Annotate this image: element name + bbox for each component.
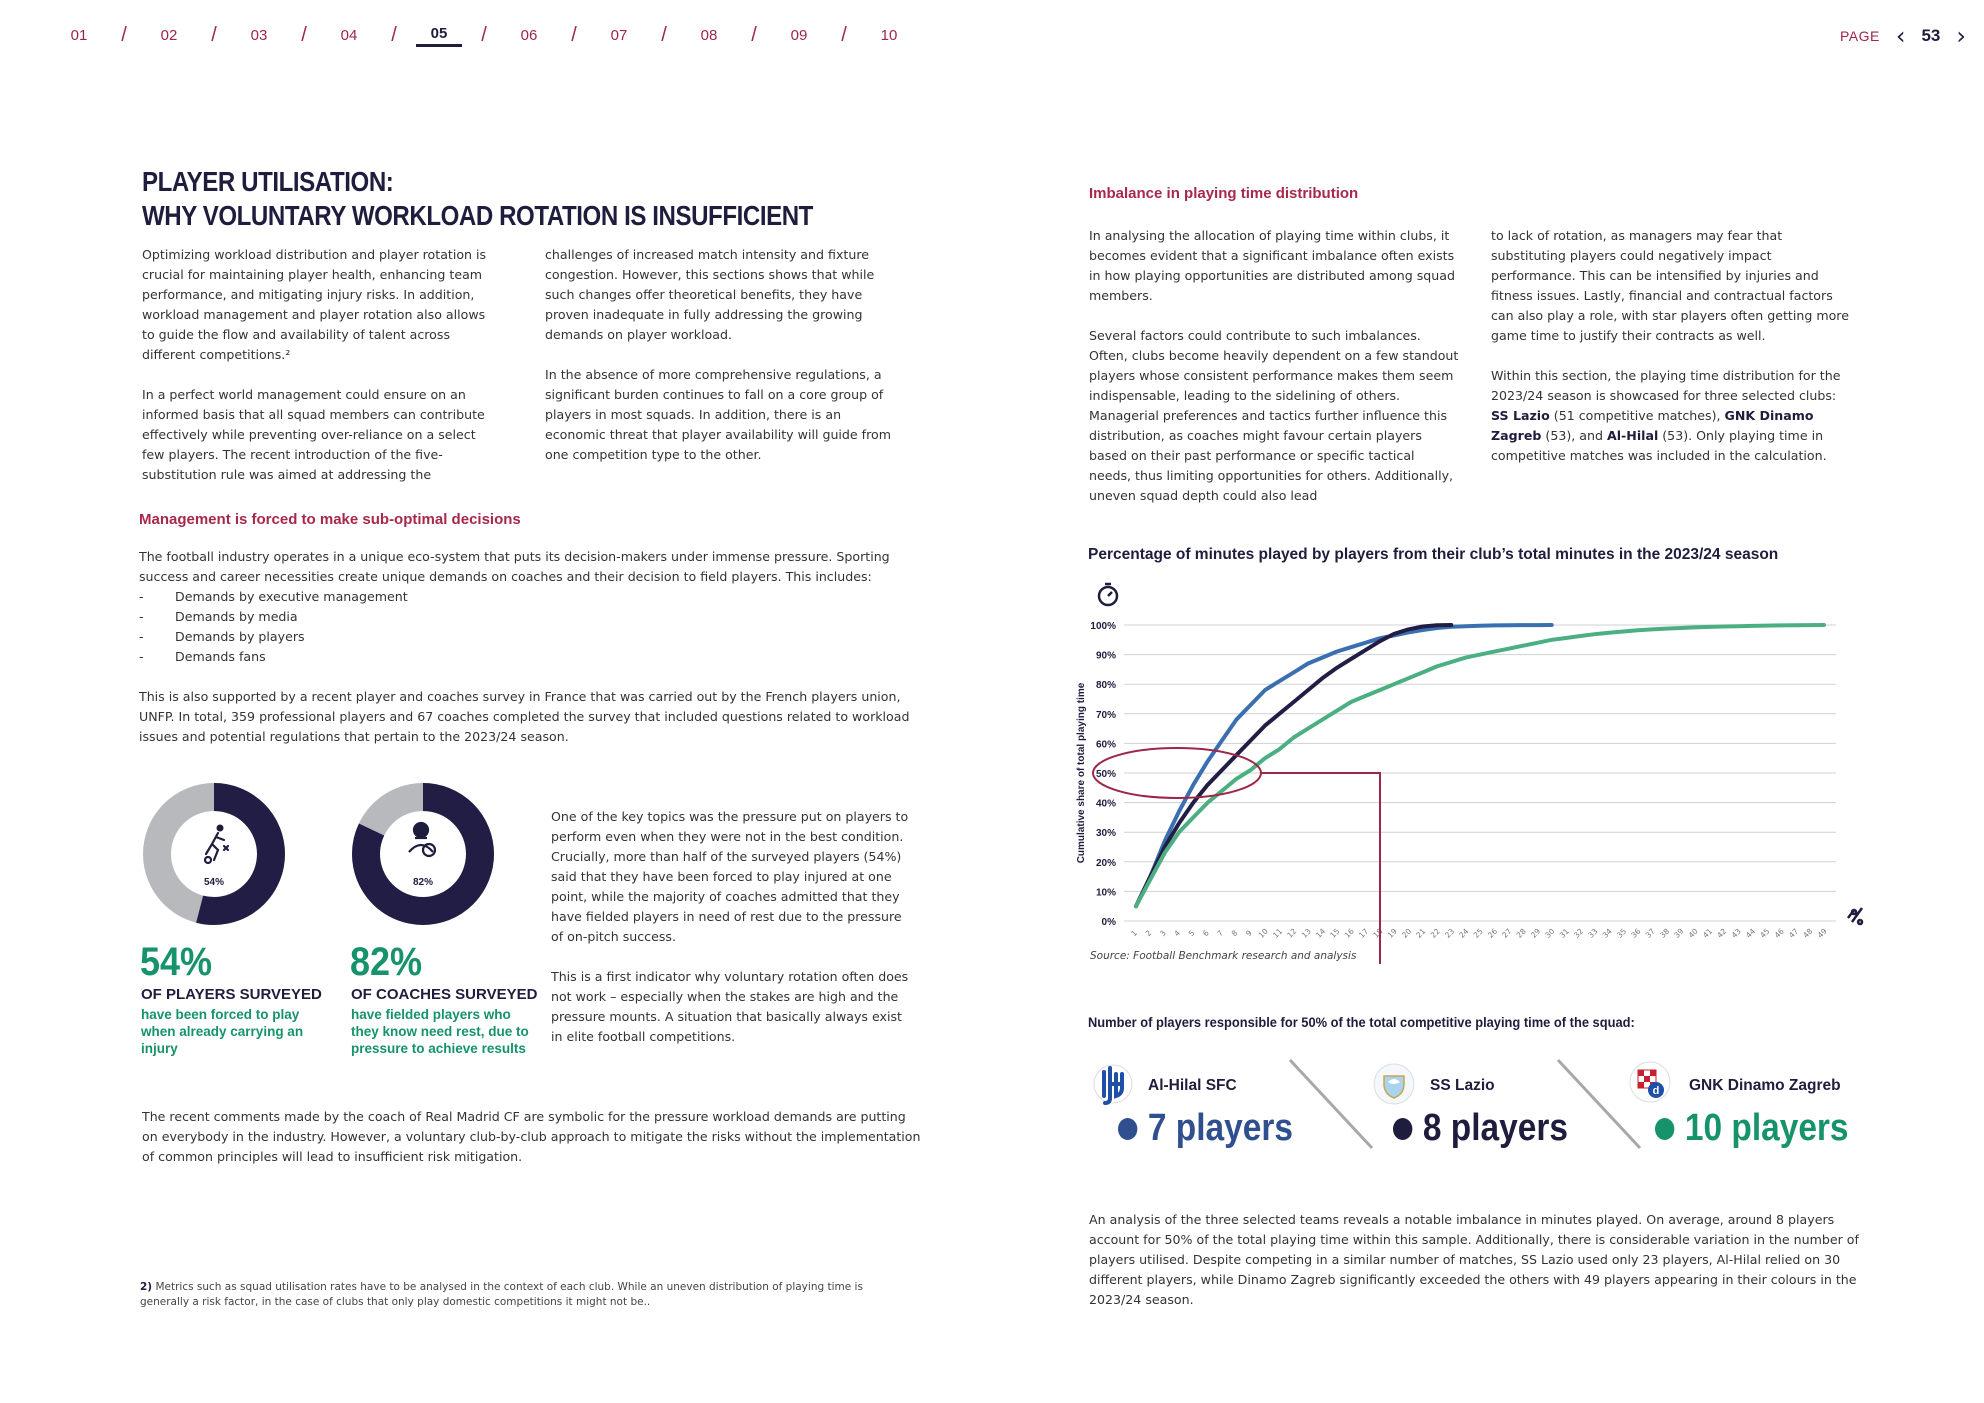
x-tick-label: 47 [1787,926,1801,940]
chapter-link-09[interactable]: 09 [790,27,808,44]
x-tick-label: 45 [1758,926,1772,940]
chapter-separator: / [841,24,847,46]
x-tick-label: 16 [1342,926,1356,940]
x-tick-label: 31 [1557,926,1571,940]
chapter-link-07[interactable]: 07 [610,27,628,44]
series-line-al-hilal-sfc [1136,625,1552,906]
x-tick-label: 17 [1357,926,1371,940]
x-tick-label: 2 [1143,928,1154,939]
industry-paragraph: The football industry operates in a unique eco-system that puts its decision-makers under immense pressure. Sporting success and career necessities create unique demands on coaches and their decision to field players. This includes: [139,549,890,584]
y-tick-label: 0% [1101,917,1116,928]
right-col2 [1491,226,1851,466]
demand-text: Demands by executive management [175,589,408,604]
x-tick-label: 15 [1328,926,1342,940]
x-tick-label: 11 [1271,926,1285,940]
intro-col2 [545,245,905,465]
x-tick-label: 36 [1629,926,1643,940]
right-paragraph-4 [1491,366,1851,466]
chapter-link-08[interactable]: 08 [700,27,718,44]
x-tick-label: 21 [1414,926,1428,940]
coaches-donut [349,780,497,928]
lazio-logo [1372,1062,1416,1106]
bullet-dash: - [139,649,144,664]
player-percent-icon [1848,908,1862,924]
section-subheading: Management is forced to make sub-optimal decisions [139,511,521,528]
p4-club-zagreb: GNK Dinamo Zagreb [1491,408,1814,443]
page-label: PAGE [1839,28,1880,44]
divider [1290,1060,1296,1150]
y-axis-label: Cumulative share of total playing time [1076,682,1087,864]
x-tick-label: 44 [1744,926,1758,940]
y-tick-label: 80% [1095,680,1116,692]
x-tick-label: 30 [1543,926,1557,940]
footnote-text: Metrics such as squad utilisation rates have to be analysed in the context of each club. While an uneven distribution of playing time is generally a risk factor, in the case of clubs that only play domestic competitions it might not be.. [140,1281,863,1308]
demand-text: Demands by media [175,609,298,624]
divider [1558,1060,1564,1150]
hilal-dot-icon [1118,1118,1137,1140]
title-line-1: PLAYER UTILISATION: [142,166,394,197]
stopwatch-icon [1099,584,1117,605]
chapter-separator: / [121,24,127,46]
chapter-link-01[interactable]: 01 [70,27,88,44]
right-paragraph-3: to lack of rotation, as managers may fear that substituting players could negatively impact performance. This can be intensified by injuries and fitness issues. Lastly, financial and contractual factors can also play a role, with star players often getting more game time to justify their contracts as well. [1491,228,1849,343]
x-tick-label: 14 [1314,926,1328,940]
intro-col1 [142,245,497,485]
series-line-gnk-dinamo-zagreb [1136,625,1824,906]
x-tick-label: 20 [1400,926,1414,940]
chapter-separator: / [301,24,307,46]
x-tick-label: 23 [1443,926,1457,940]
x-tick-label: 7 [1215,928,1226,939]
x-tick-label: 5 [1186,928,1197,939]
lazio-dot-icon [1393,1118,1412,1140]
survey-paragraph: This is also supported by a recent player and coaches survey in France that was carried out by the French players union, UNFP. In total, 359 professional players and 67 coaches completed the survey that included questions related to workload issues and potential regulations that pertain to the 2023/24 season. [139,689,910,744]
y-tick-label: 90% [1095,650,1116,662]
players-stat-desc: have been forced to play when already carrying an injury [141,1007,304,1056]
x-tick-label: 41 [1701,926,1715,940]
donut-inner-label: 54% [203,877,225,888]
p4-club-lazio: SS Lazio [1491,408,1550,423]
x-tick-label: 6 [1201,928,1211,939]
footnote-number: 2) [140,1281,153,1293]
bullet-dash: - [139,629,144,644]
y-tick-label: 60% [1095,739,1116,751]
demands-list [139,587,919,667]
y-tick-label: 50% [1095,769,1116,780]
x-tick-label: 27 [1500,926,1514,940]
x-tick-label: 19 [1385,926,1399,940]
x-tick-label: 25 [1471,926,1485,940]
x-tick-label: 24 [1457,926,1471,940]
chapter-separator: / [661,24,667,46]
x-tick-label: 40 [1686,926,1700,940]
club-name-lazio: SS Lazio [1430,1077,1495,1094]
p4-text-a: Within this section, the playing time distribution for the 2023/24 season is showcased for three selected clubs: [1491,368,1841,403]
intro-paragraph-1: Optimizing workload distribution and player rotation is crucial for maintaining player health, enhancing team performance, and mitigating injury risks. In addition, workload management and player rotation also allows to guide the flow and availability of talent across different competitions.² [142,247,487,362]
x-tick-label: 18 [1371,926,1385,940]
bullet-dash: - [139,589,144,604]
chart-title: Percentage of minutes played by players from their club’s total minutes in the 2023/24 season [1088,546,1779,563]
series-line-ss-lazio [1136,625,1451,906]
y-tick-label: 40% [1095,798,1116,810]
demand-item [139,647,919,667]
p4-text-b: (51 competitive matches), [1549,408,1725,423]
responsible-heading: Number of players responsible for 50% of the total competitive playing time of the squad: [1088,1014,1635,1030]
x-tick-label: 26 [1486,926,1500,940]
page-indicator [1840,22,1966,50]
coaches-stat-desc: have fielded players who they know need rest, due to pressure to achieve results [351,1007,529,1056]
donut-inner-label: 82% [412,877,434,888]
x-tick-label: 28 [1514,926,1528,940]
next-page-icon[interactable]: › [1956,22,1966,50]
al-hilal-logo [1093,1062,1133,1106]
chart-source: Source: Football Benchmark research and analysis [1090,950,1357,962]
y-tick-label: 100% [1090,621,1116,632]
zagreb-dot-icon [1655,1118,1674,1140]
chapter-link-05[interactable]: 05 [416,25,462,47]
p4-text-d: (53). Only playing time in competitive matches was included in the calculation. [1491,428,1827,463]
x-tick-label: 37 [1643,926,1657,940]
chapter-link-03[interactable]: 03 [250,27,268,44]
chapter-link-06[interactable]: 06 [520,27,538,44]
coaches-stat-heading: OF COACHES SURVEYED [351,986,538,1003]
x-tick-label: 8 [1229,928,1240,939]
playing-time-chart [1070,574,1880,964]
chapter-link-10[interactable]: 10 [880,27,898,44]
y-tick-label: 30% [1095,828,1116,840]
demand-text: Demands fans [175,649,266,664]
industry-block [139,547,919,747]
analysis-paragraph: An analysis of the three selected teams reveals a notable imbalance in minutes played. On average, around 8 players account for 50% of the total playing time within this sample. Additionally, there is considerable variation in the number of players utilised. Despite competing in a similar number of matches, SS Lazio used only 23 players, Al-Hilal relied on 30 different players, while Dinamo Zagreb significantly exceeded the others with 49 players appearing in their colours in the 2023/24 season. [1089,1212,1859,1307]
title-line-2: WHY VOLUNTARY WORKLOAD ROTATION IS INSUFFICIENT [142,200,813,231]
x-tick-label: 32 [1572,926,1586,940]
demand-item [139,627,919,647]
svg-text:d: d [1652,1085,1660,1097]
players-stat-value: 54% [140,940,213,984]
prev-page-icon[interactable]: ‹ [1895,22,1906,50]
x-tick-label: 34 [1600,926,1614,940]
x-tick-label: 43 [1729,926,1743,940]
right-col1 [1089,226,1459,506]
madrid-paragraph: The recent comments made by the coach of Real Madrid CF are symbolic for the pressure workload demands are putting on everybody in the industry. However, a voluntary club-by-club approach to mitigate the risks without the implementation of common principles will lead to insufficient risk mitigation. [142,1109,921,1164]
injured-player-icon [205,825,228,864]
demand-item [139,587,919,607]
right-paragraph-2: Several factors could contribute to such imbalances. Often, clubs become heavily dependent on a few standout players whose consistent performance makes them seem indispensable, leading to the sidelining of others. Managerial preferences and tactics further influence this distribution, as coaches might favour certain players based on their past performance or specific tactical needs, thus limiting opportunities for others. Additionally, uneven squad depth could also lead [1089,328,1459,503]
x-tick-label: 39 [1672,926,1686,940]
x-tick-label: 38 [1658,926,1672,940]
players-count-hilal-text: 7 players [1147,1107,1293,1149]
intro-paragraph-2: In a perfect world management could ensure on an informed basis that all squad members can contribute effectively while preventing over-reliance on a select few players. The recent introduction of the five-substitution rule was aimed at addressing the [142,387,485,482]
demand-item [139,607,919,627]
chapter-link-02[interactable]: 02 [160,27,178,44]
x-tick-label: 1 [1129,928,1140,939]
x-tick-label: 48 [1801,926,1815,940]
players-stat-heading: OF PLAYERS SURVEYED [141,986,322,1003]
chapter-nav [56,24,912,47]
demand-text: Demands by players [175,629,305,644]
x-tick-label: 9 [1244,928,1254,939]
chapter-link-04[interactable]: 04 [340,27,358,44]
players-count-lazio-text: 8 players [1422,1107,1568,1149]
chapter-separator: / [571,24,577,46]
intro-paragraph-4: In the absence of more comprehensive regulations, a significant burden continues to fall on a core group of players in most squads. In addition, there is an economic threat that player availability will guide from one competition type to the other. [545,367,891,462]
chapter-separator: / [751,24,757,46]
players-count-hilal [1118,1107,1293,1150]
chapter-separator: / [391,24,397,46]
page-number: 53 [1921,26,1941,45]
right-paragraph-1: In analysing the allocation of playing time within clubs, it becomes evident that a significant imbalance often exists in how playing opportunities are distributed among squad members. [1089,228,1455,303]
pressure-block [551,807,909,1047]
players-donut [140,780,288,928]
x-tick-label: 29 [1529,926,1543,940]
club-name-hilal: Al-Hilal SFC [1148,1077,1237,1094]
club-name-zagreb: GNK Dinamo Zagreb [1689,1077,1841,1094]
y-tick-label: 10% [1095,887,1116,899]
footnote [140,1280,910,1310]
coaches-stat-value: 82% [350,940,423,984]
bullet-dash: - [139,609,144,624]
x-tick-label: 49 [1815,926,1829,940]
x-tick-label: 22 [1428,926,1442,940]
x-tick-label: 4 [1172,928,1183,939]
players-count-lazio [1393,1107,1568,1150]
page-title [142,165,813,233]
chapter-separator: / [481,24,487,46]
dinamo-zagreb-logo [1628,1060,1672,1104]
x-tick-label: 10 [1256,926,1270,940]
x-tick-label: 13 [1299,926,1313,940]
players-count-zagreb-text: 10 players [1684,1107,1849,1149]
x-tick-label: 42 [1715,926,1729,940]
chapter-separator: / [211,24,217,46]
p4-club-hilal: Al-Hilal [1606,428,1659,443]
x-tick-label: 12 [1285,926,1299,940]
x-tick-label: 35 [1615,926,1629,940]
y-tick-label: 70% [1095,709,1116,721]
right-subheading: Imbalance in playing time distribution [1089,185,1359,202]
coach-icon [409,823,435,856]
x-tick-label: 46 [1772,926,1786,940]
intro-paragraph-3: challenges of increased match intensity and fixture congestion. However, this sections shows that while such changes offer theoretical benefits, they have proven inadequate in fully addressing the growing demands on player workload. [545,247,875,342]
pressure-paragraph-2: This is a first indicator why voluntary rotation often does not work – especially when the stakes are high and the pressure mounts. A situation that basically always exist in elite football competitions. [551,969,909,1044]
x-tick-label: 3 [1158,928,1168,939]
pressure-paragraph-1: One of the key topics was the pressure put on players to perform even when they were not in the best condition. Crucially, more than half of the surveyed players (54%) said that they have been forced to play injured at one point, while the majority of coaches admitted that they have fielded players in need of rest due to the pressure of on-pitch success. [551,809,909,944]
players-count-zagreb [1655,1107,1849,1150]
y-tick-label: 20% [1095,857,1116,869]
p4-text-c: (53), and [1541,428,1607,443]
x-tick-label: 33 [1586,926,1600,940]
